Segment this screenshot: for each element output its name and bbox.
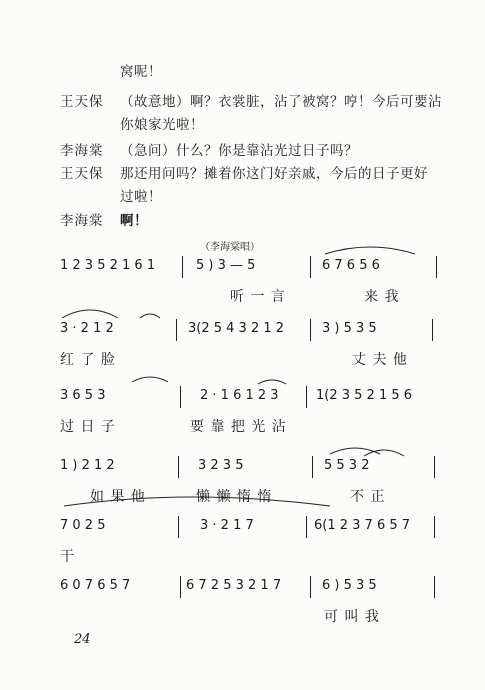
- dialogue-text-continued: 你娘家光啦！: [120, 117, 204, 133]
- dialogue-text: 那还用问吗？摊着你这门好亲戚，今后的日子更好: [120, 166, 428, 182]
- bar-line: [310, 576, 311, 598]
- measure-notes: 6 0 7 6 5 7: [60, 578, 131, 593]
- measure-notes: 3 ) 5 3 5: [322, 321, 377, 336]
- speaker-name: 李海棠: [60, 143, 104, 159]
- bar-line: [306, 386, 307, 408]
- lyric: 可 叫 我: [324, 609, 380, 625]
- dialogue-text: （故意地）啊？衣裳脏，沾了被窝？哼！今后可要沾: [120, 94, 442, 110]
- measure-notes: 6 ) 5 3 5: [322, 578, 377, 593]
- dialogue-line-0-text: 窝呢！: [120, 64, 162, 80]
- bar-line: [434, 456, 435, 478]
- measure-notes: 1 2 3 5 2 1 6 1: [60, 258, 156, 273]
- measure-notes: 6(1 2 3 7 6 5 7: [314, 518, 411, 533]
- speaker-name: 王天保: [60, 94, 104, 110]
- score-row: [0, 518, 485, 578]
- score-row: [0, 388, 485, 448]
- singer-note: （李海棠唱）: [200, 242, 260, 253]
- measure-notes: 3 2 3 5: [198, 458, 244, 473]
- bar-line: [434, 576, 435, 598]
- lyric: 如 果 他: [90, 489, 146, 505]
- bar-line: [310, 319, 311, 341]
- lyric: 来 我: [364, 289, 400, 305]
- measure-notes: 5 5 3 2: [324, 458, 370, 473]
- page-number: 24: [74, 632, 91, 647]
- bar-line: [306, 516, 307, 538]
- lyric: 听 一 言: [230, 289, 286, 305]
- bar-line: [434, 516, 435, 538]
- measure-notes: 5 ) 3 — 5: [196, 258, 256, 273]
- measure-notes: 3(2 5 4 3 2 1 2: [188, 321, 285, 336]
- measure-notes: 3 · 2 1 2: [60, 321, 114, 336]
- slur: [330, 448, 380, 454]
- bar-line: [178, 516, 179, 538]
- score-row: [0, 458, 485, 518]
- dialogue-text: （急问）什么？你是靠沾光过日子吗？: [120, 143, 358, 159]
- measure-notes: 1(2 3 5 2 1 5 6: [316, 388, 413, 403]
- speaker-name: 王天保: [60, 166, 104, 182]
- lyric: 不 正: [350, 489, 386, 505]
- dialogue-text-continued: 过啦！: [120, 189, 162, 205]
- lyric: 懒 懒 惰 惰: [196, 489, 273, 505]
- bar-line: [176, 319, 177, 341]
- lyric: 要 靠 把 光 沾: [190, 419, 287, 435]
- measure-notes: 7 0 2 5: [60, 518, 106, 533]
- slur: [364, 450, 404, 456]
- bar-line: [432, 319, 433, 341]
- lyric: 红 了 脸: [60, 352, 116, 368]
- bar-line: [436, 256, 437, 278]
- lyric: 过 日 子: [60, 419, 116, 435]
- bar-line: [178, 456, 179, 478]
- dialogue-text: 啊！: [120, 213, 148, 229]
- bar-line: [312, 456, 313, 478]
- measure-notes: 2 · 1 6 1 2 3: [200, 388, 279, 403]
- speaker-name: 李海棠: [60, 213, 104, 229]
- bar-line: [180, 576, 181, 598]
- slur: [325, 247, 415, 254]
- lyric: 丈 夫 他: [352, 352, 408, 368]
- measure-notes: 6 7 6 5 6: [322, 258, 380, 273]
- measure-notes: 6 7 2 5 3 2 1 7: [186, 578, 282, 593]
- score-row: [0, 578, 485, 638]
- measure-notes: 3 · 2 1 7: [200, 518, 254, 533]
- bar-line: [180, 386, 181, 408]
- lyric: 干: [60, 549, 75, 565]
- bar-line: [182, 256, 183, 278]
- measure-notes: 3 6 5 3: [60, 388, 106, 403]
- score-row: [0, 321, 485, 381]
- measure-notes: 1 ) 2 1 2: [60, 458, 115, 473]
- bar-line: [310, 256, 311, 278]
- score-row: [0, 258, 485, 318]
